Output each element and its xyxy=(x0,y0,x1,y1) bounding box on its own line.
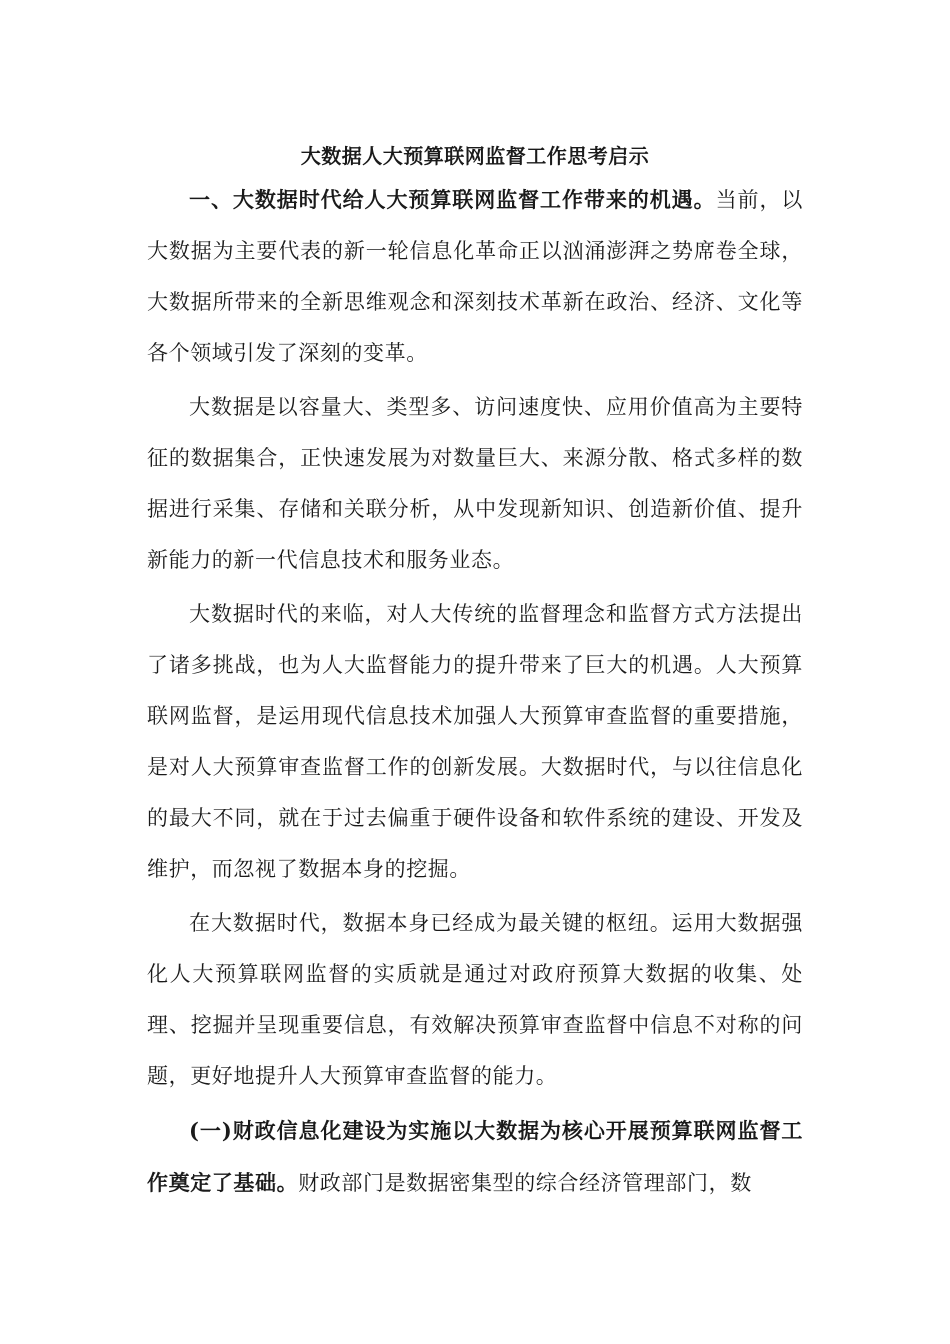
paragraph-text: 大数据是以容量大、类型多、访问速度快、应用价值高为主要特征的数据集合，正快速发展为对数量巨大、来源分散、格式多样的数据进行采集、存储和关联分析，从中发现新知识、创造新价值、提升新能力的新一代信息技术和服务业态。 xyxy=(147,395,803,572)
document-title: 大数据人大预算联网监督工作思考启示 xyxy=(300,144,650,168)
paragraph-4 xyxy=(147,898,803,1102)
paragraph-text: 财政部门是数据密集型的综合经济管理部门，数 xyxy=(298,1171,752,1195)
paragraph-text: 大数据时代的来临，对人大传统的监督理念和监督方式方法提出了诸多挑战，也为人大监督能力的提升带来了巨大的机遇。人大预算联网监督，是运用现代信息技术加强人大预算审查监督的重要措施，是对人大预算审查监督工作的创新发展。大数据时代，与以往信息化的最大不同，就在于过去偏重于硬件设备和软件系统的建设、开发及维护，而忽视了数据本身的挖掘。 xyxy=(147,602,803,881)
paragraph-3 xyxy=(147,589,803,895)
paragraph-text: 在大数据时代，数据本身已经成为最关键的枢纽。运用大数据强化人大预算联网监督的实质就是通过对政府预算大数据的收集、处理、挖掘并呈现重要信息，有效解决预算审查监督中信息不对称的问题，更好地提升人大预算审查监督的能力。 xyxy=(147,911,803,1088)
paragraph-text: 当前，以大数据为主要代表的新一轮信息化革命正以汹涌澎湃之势席卷全球，大数据所带来的全新思维观念和深刻技术革新在政治、经济、文化等各个领域引发了深刻的变革。 xyxy=(147,188,803,365)
paragraph-1 xyxy=(147,174,803,379)
section-heading-1: 一、大数据时代给人大预算联网监督工作带来的机遇。 xyxy=(189,187,716,212)
section-heading-2: (一)财政信息化建设为实施以大数据为核心开展预算联网监督工作奠定了基础。 xyxy=(147,1118,803,1195)
paragraph-5 xyxy=(147,1105,803,1209)
paragraph-2 xyxy=(147,382,803,586)
document-body xyxy=(147,174,803,1209)
